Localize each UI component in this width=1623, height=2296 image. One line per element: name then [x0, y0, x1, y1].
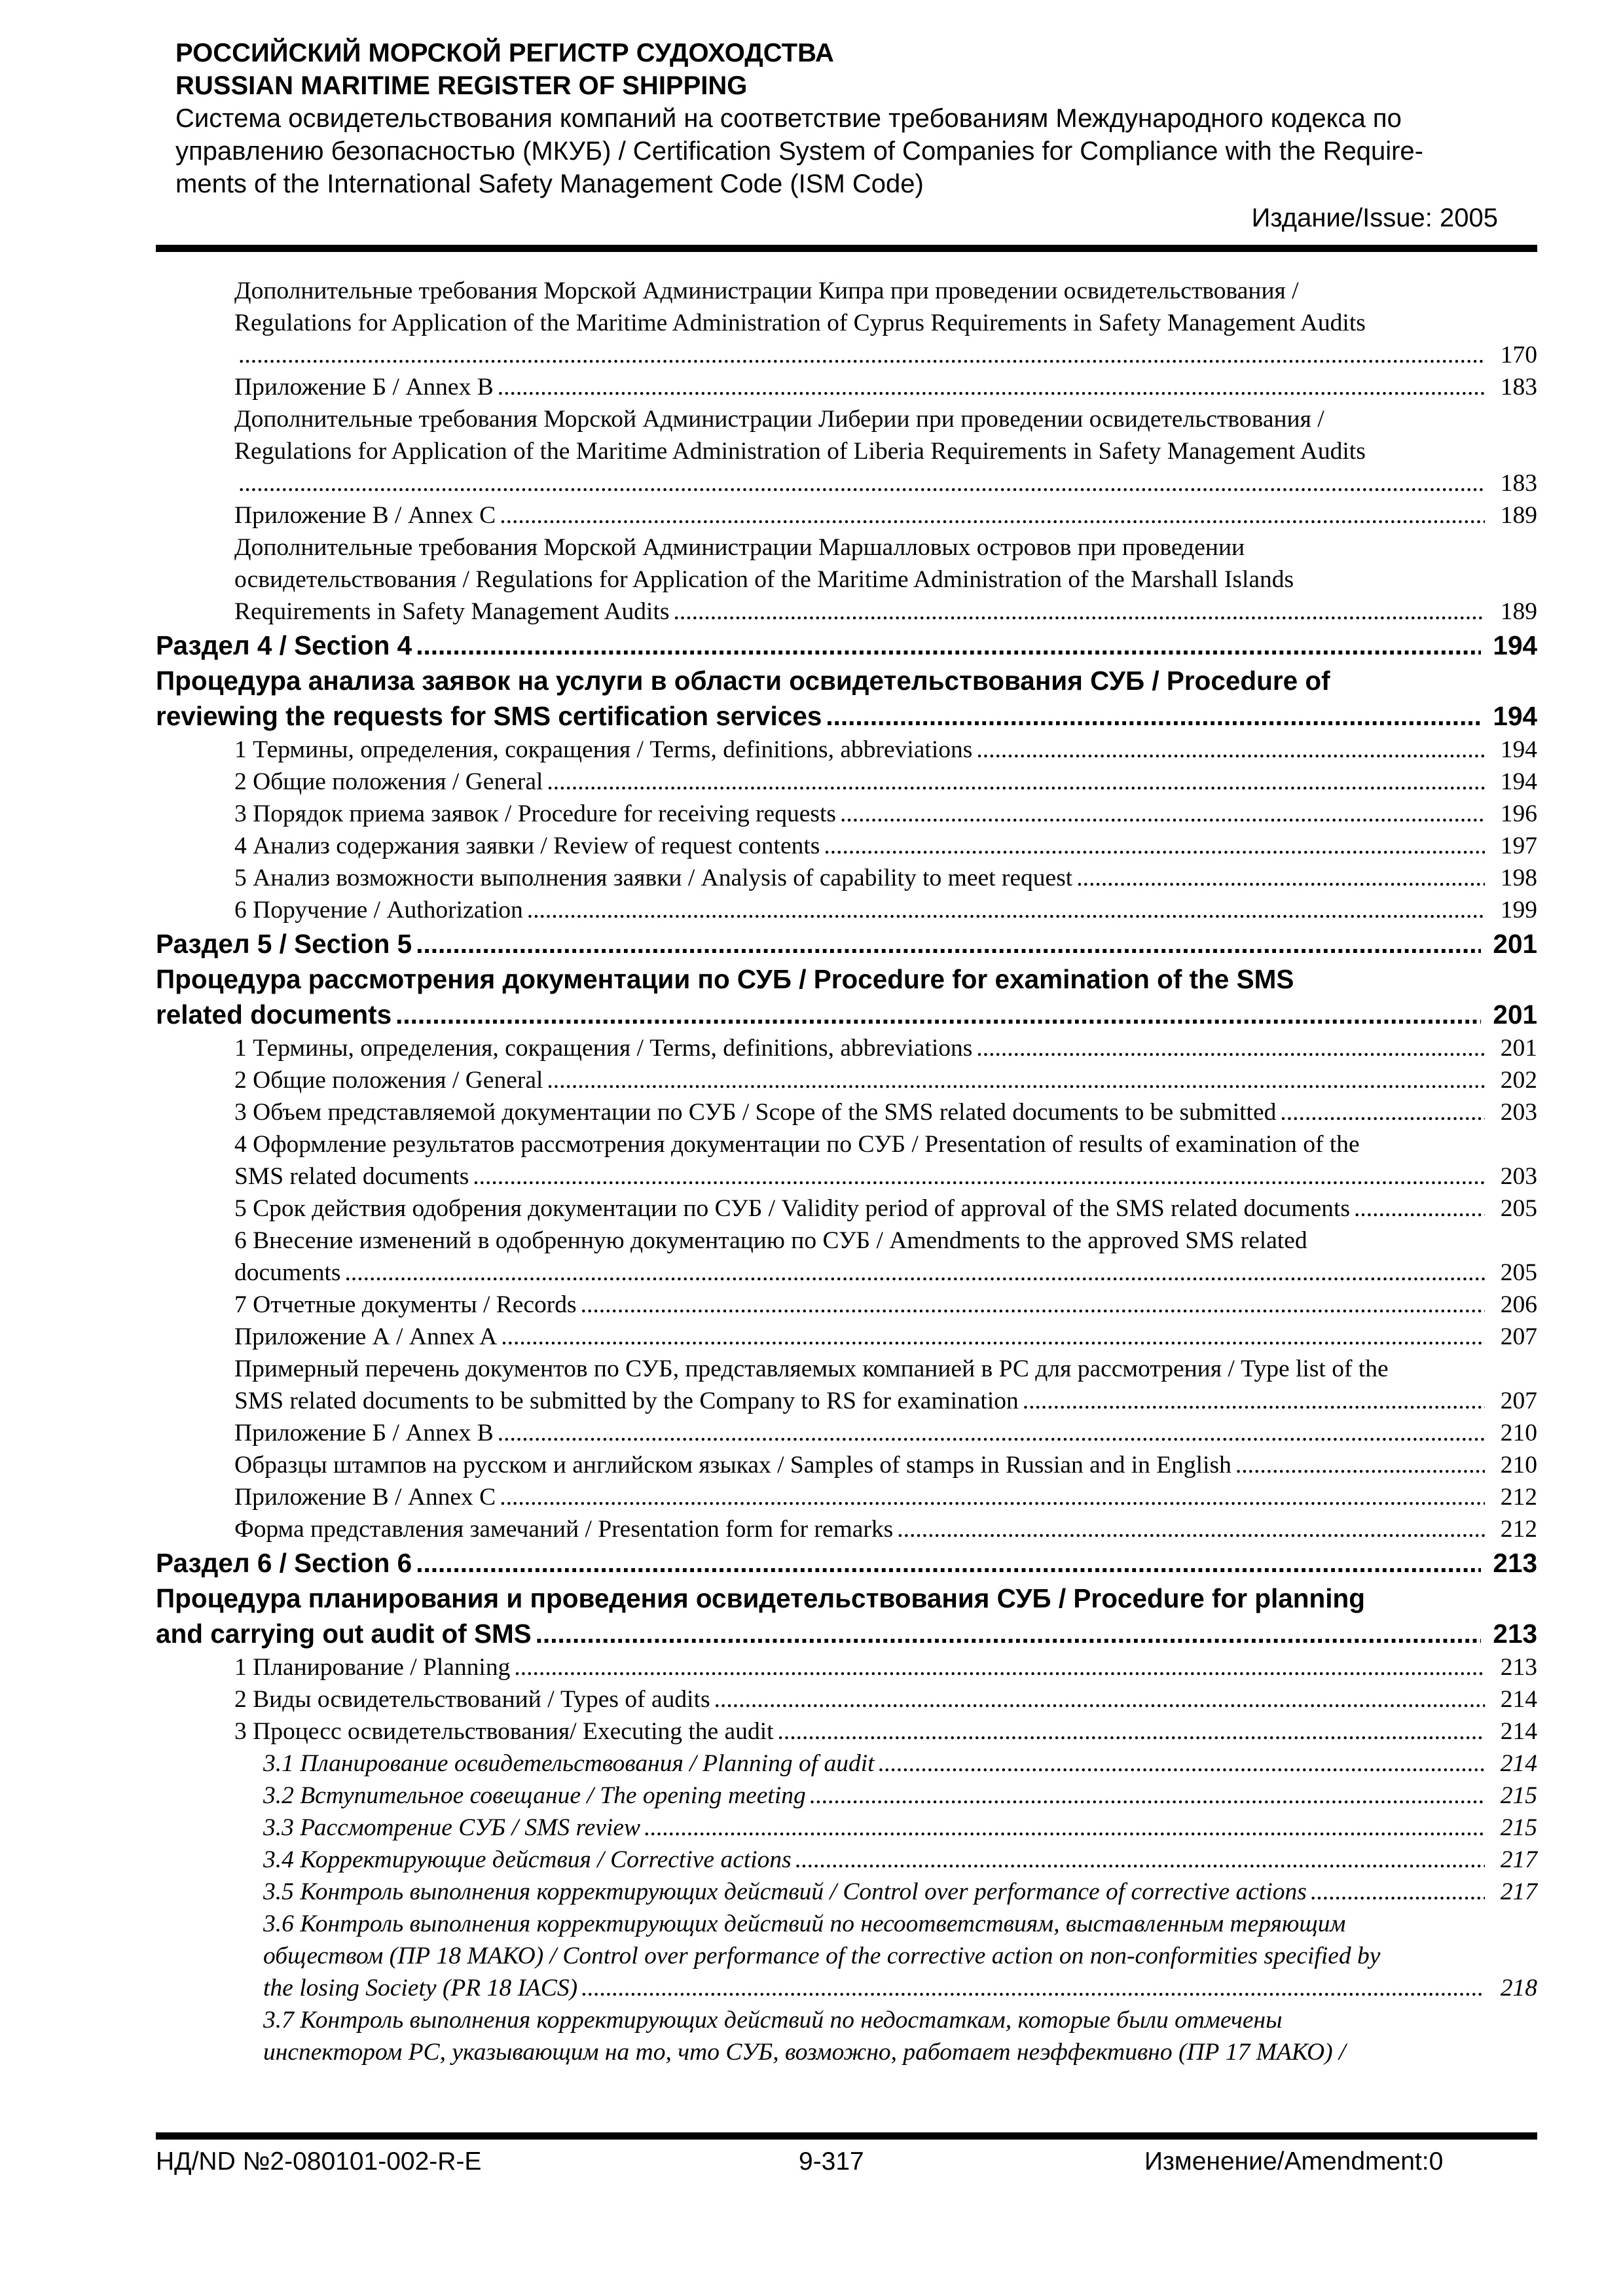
toc-page-number: 217 [1500, 1846, 1537, 1873]
toc-entry [156, 798, 1537, 830]
toc-entry [156, 1876, 1537, 1908]
toc-page-number: 214 [1500, 1718, 1537, 1745]
toc-entry-text: SMS related documents to be submitted by the Company to RS for examination [234, 1388, 1019, 1414]
toc-entry [156, 1321, 1537, 1353]
toc-entry-text: 6 Поручение / Authorization [234, 897, 523, 924]
page-header [175, 37, 1511, 234]
dot-leader [1354, 1193, 1485, 1225]
document-number: НД/ND №2-080101-002-R-E [156, 2147, 482, 2176]
toc-entry-row [234, 1417, 1537, 1449]
toc-page-number: 183 [1500, 374, 1537, 401]
dot-leader [824, 830, 1485, 862]
toc-entry-text: Regulations for Application of the Maritime Administration of Liberia Requirements in Safety Management Audits [234, 438, 1366, 465]
toc-entry-row [263, 1748, 1537, 1780]
toc-entry-row [234, 1321, 1537, 1353]
toc-page-number: 218 [1500, 1975, 1537, 2001]
toc-page-number: 205 [1500, 1195, 1537, 1222]
toc-entry-text: Процедура планирования и проведения освидетельствования СУБ / Procedure for planning [156, 1583, 1365, 1613]
toc-page-number: 203 [1500, 1163, 1537, 1190]
toc-page-number: 206 [1500, 1291, 1537, 1318]
register-title-ru: РОССИЙСКИЙ МОРСКОЙ РЕГИСТР СУДОХОДСТВА [175, 39, 834, 67]
toc-entry-row [234, 1096, 1537, 1128]
dot-leader [395, 997, 1481, 1032]
toc-entry-text: 1 Термины, определения, сокращения / Terms, definitions, abbreviations [234, 1035, 973, 1062]
toc-entry-text: Процедура анализа заявок на услуги в области освидетельствования СУБ / Procedure of [156, 666, 1330, 696]
dot-leader [344, 1257, 1485, 1289]
dot-leader [514, 1651, 1485, 1683]
toc-entry-text: 4 Оформление результатов рассмотрения документации по СУБ / Presentation of results of examination of the [234, 1131, 1360, 1158]
amendment-label: Изменение/Amendment:0 [1144, 2147, 1444, 2176]
toc-entry [156, 1449, 1537, 1481]
toc-entry-row [234, 339, 1537, 371]
toc-entry-text: Requirements in Safety Management Audits [234, 598, 670, 625]
toc-entry-text: Приложение В / Annex C [234, 1484, 496, 1511]
dot-leader [976, 1032, 1485, 1064]
footer-divider [156, 2132, 1537, 2140]
toc-entry [156, 1748, 1537, 1780]
issue-label: Издание/Issue: 2005 [1251, 204, 1498, 232]
dot-leader [581, 1972, 1485, 2004]
toc-entry-row [156, 698, 1537, 734]
toc-entry-text: Приложение А / Annex A [234, 1323, 498, 1350]
toc-page-number: 217 [1500, 1878, 1537, 1905]
toc-entry-row [263, 1844, 1537, 1876]
register-title-en: RUSSIAN MARITIME REGISTER OF SHIPPING [175, 71, 748, 100]
toc-entry [156, 1032, 1537, 1064]
dot-leader [238, 467, 1485, 499]
toc-entry-row [234, 1683, 1537, 1715]
toc-page-number: 183 [1500, 470, 1537, 497]
toc-entry [156, 1780, 1537, 1812]
toc-page-number: 205 [1500, 1259, 1537, 1286]
toc-entry-row [234, 1289, 1537, 1321]
toc-entry [156, 1481, 1537, 1513]
toc-entry-text: Раздел 6 / Section 6 [156, 1548, 412, 1578]
toc-entry [156, 1225, 1537, 1289]
toc-page-number: 213 [1493, 1619, 1537, 1649]
toc-page-number: 214 [1500, 1750, 1537, 1777]
toc-entry-text: Дополнительные требования Морской Администрации Либерии при проведении освидетельствования / [234, 406, 1324, 433]
toc-entry [156, 2004, 1537, 2068]
toc-entry-text: 3.1 Планирование освидетельствования / Planning of audit [263, 1750, 875, 1777]
toc-entry-text: 3.3 Рассмотрение СУБ / SMS review [263, 1814, 641, 1841]
toc-entry-text: 5 Срок действия одобрения документации по СУБ / Validity period of approval of the SMS related documents [234, 1195, 1350, 1222]
toc-entry-text: 3.2 Вступительное совещание / The opening meeting [263, 1782, 806, 1809]
toc-entry-row [234, 798, 1537, 830]
toc-entry-row [234, 499, 1537, 531]
toc-section-entry [156, 663, 1537, 734]
toc-page-number: 203 [1500, 1099, 1537, 1126]
toc-entry-text: Regulations for Application of the Maritime Administration of Cyprus Requirements in Safety Management Audits [234, 310, 1366, 336]
dot-leader [473, 1160, 1485, 1193]
toc-entry-text: 2 Виды освидетельствований / Types of audits [234, 1686, 710, 1713]
toc-entry-text: обществом (ПР 18 МАКО) / Control over performance of the corrective action on non-conformities specified by [263, 1943, 1381, 1969]
dot-leader [976, 734, 1485, 766]
toc-entry-text: 4 Анализ содержания заявки / Review of request contents [234, 833, 820, 859]
toc-entry [156, 1289, 1537, 1321]
toc-entry-row [234, 734, 1537, 766]
dot-leader [500, 1481, 1485, 1513]
toc-entry-row [156, 1616, 1537, 1651]
toc-page-number: 215 [1500, 1814, 1537, 1841]
dot-leader [238, 339, 1485, 371]
toc-entry-text: Дополнительные требования Морской Администрации Кипра при проведении освидетельствования / [234, 278, 1299, 304]
toc-entry-text: 1 Планирование / Planning [234, 1654, 511, 1681]
toc-entry-row [156, 1545, 1537, 1581]
toc-entry [156, 1064, 1537, 1096]
toc-entry [156, 894, 1537, 926]
dot-leader [795, 1844, 1485, 1876]
toc-entry-row [234, 467, 1537, 499]
dot-leader [826, 698, 1481, 734]
toc-entry [156, 1812, 1537, 1844]
toc-entry-row [234, 1481, 1537, 1513]
toc-page-number: 214 [1500, 1686, 1537, 1713]
toc-entry-text: Раздел 4 / Section 4 [156, 630, 412, 660]
toc-entry-text: 6 Внесение изменений в одобренную документацию по СУБ / Amendments to the approved SMS related [234, 1227, 1307, 1254]
toc-entry-text: Процедура рассмотрения документации по СУБ / Procedure for examination of the SMS [156, 964, 1294, 994]
toc-page-number: 198 [1500, 865, 1537, 891]
toc-page-number: 201 [1493, 929, 1537, 959]
toc-entry-text: 2 Общие положения / General [234, 1067, 543, 1094]
toc-entry [156, 1193, 1537, 1225]
toc-entry [156, 1128, 1537, 1193]
dot-leader [1280, 1096, 1485, 1128]
toc-entry-text: documents [234, 1259, 341, 1286]
toc-entry [156, 371, 1537, 403]
toc-entry-row [234, 1449, 1537, 1481]
toc-entry-text: Приложение Б / Annex B [234, 374, 494, 401]
toc-page-number: 210 [1500, 1420, 1537, 1446]
toc-page-number: 196 [1500, 800, 1537, 827]
toc-page-number: 194 [1500, 736, 1537, 763]
dot-leader [501, 1321, 1485, 1353]
dot-leader [498, 371, 1485, 403]
dot-leader [416, 1545, 1481, 1581]
toc-entry-row [234, 1385, 1537, 1417]
dot-leader [498, 1417, 1485, 1449]
dot-leader [500, 499, 1485, 531]
toc-entry [156, 1353, 1537, 1417]
toc-entry-text: Образцы штампов на русском и английском языках / Samples of stamps in Russian and in English [234, 1452, 1231, 1479]
toc-page-number: 215 [1500, 1782, 1537, 1809]
toc-entry-row [234, 596, 1537, 628]
toc-entry-text: 3.4 Корректирующие действия / Corrective actions [263, 1846, 792, 1873]
dot-leader [810, 1780, 1485, 1812]
toc-entry-text: 7 Отчетные документы / Records [234, 1291, 577, 1318]
toc-entry-text: and carrying out audit of SMS [156, 1619, 532, 1649]
toc-page-number: 202 [1500, 1067, 1537, 1094]
toc-entry [156, 862, 1537, 894]
toc-page-number: 197 [1500, 833, 1537, 859]
dot-leader [416, 628, 1481, 663]
table-of-contents [156, 275, 1537, 2068]
subtitle-line: ments of the International Safety Management Code (ISM Code) [175, 170, 924, 198]
dot-leader [416, 926, 1481, 961]
dot-leader [840, 798, 1485, 830]
dot-leader [536, 1616, 1481, 1651]
toc-entry [156, 1715, 1537, 1748]
subtitle-line: Система освидетельствования компаний на соответствие требованиям Международного кодекса по [175, 104, 1402, 133]
toc-entry [156, 1651, 1537, 1683]
toc-section-entry [156, 628, 1537, 663]
dot-leader [897, 1513, 1485, 1545]
toc-page-number: 170 [1500, 342, 1537, 368]
toc-entry [156, 734, 1537, 766]
toc-entry-row [234, 1160, 1537, 1193]
toc-page-number: 199 [1500, 897, 1537, 924]
toc-entry-text: 3.5 Контроль выполнения корректирующих действий / Control over performance of corrective actions [263, 1878, 1307, 1905]
toc-entry-row [156, 926, 1537, 961]
toc-entry-text: reviewing the requests for SMS certification services [156, 701, 822, 731]
toc-entry-row [234, 894, 1537, 926]
toc-page-number: 207 [1500, 1323, 1537, 1350]
toc-section-entry [156, 926, 1537, 961]
dot-leader [547, 1064, 1485, 1096]
toc-entry-row [234, 1715, 1537, 1748]
toc-entry [156, 830, 1537, 862]
dot-leader [644, 1812, 1485, 1844]
toc-page-number: 194 [1493, 630, 1537, 660]
toc-section-entry [156, 1545, 1537, 1581]
dot-leader [1076, 862, 1485, 894]
system-subtitle [175, 102, 1511, 200]
dot-leader [527, 894, 1485, 926]
toc-entry-text: related documents [156, 999, 392, 1030]
toc-entry-text: 5 Анализ возможности выполнения заявки / Analysis of capability to meet request [234, 865, 1073, 891]
toc-page-number: 207 [1500, 1388, 1537, 1414]
toc-entry-text: инспектором РС, указывающим на то, что СУБ, возможно, работает неэффективно (ПР 17 МАКО) / [263, 2039, 1346, 2066]
toc-page-number: 210 [1500, 1452, 1537, 1479]
subtitle-line: управлению безопасностью (МКУБ) / Certification System of Companies for Compliance with the Require- [175, 137, 1423, 166]
toc-entry-row [263, 1972, 1537, 2004]
dot-leader [1023, 1385, 1485, 1417]
toc-entry [156, 766, 1537, 798]
toc-entry-row [156, 997, 1537, 1032]
dot-leader [714, 1683, 1485, 1715]
toc-page-number: 189 [1500, 598, 1537, 625]
toc-entry-row [234, 1032, 1537, 1064]
toc-entry-row [234, 1513, 1537, 1545]
toc-page-number: 194 [1493, 701, 1537, 731]
toc-entry-row [234, 1257, 1537, 1289]
toc-entry [156, 275, 1537, 371]
dot-leader [1311, 1876, 1485, 1908]
toc-entry-row [263, 1812, 1537, 1844]
toc-entry-text: Приложение Б / Annex B [234, 1420, 494, 1446]
toc-page-number: 213 [1500, 1654, 1537, 1681]
toc-entry [156, 499, 1537, 531]
toc-entry-row [234, 1651, 1537, 1683]
header-divider [156, 245, 1537, 252]
toc-entry-text: 3.6 Контроль выполнения корректирующих действий по несоответствиям, выставленным теряющим [263, 1910, 1346, 1937]
toc-entry [156, 531, 1537, 628]
toc-entry-text: 1 Термины, определения, сокращения / Terms, definitions, abbreviations [234, 736, 973, 763]
toc-entry-row [234, 766, 1537, 798]
toc-page-number: 213 [1493, 1548, 1537, 1578]
toc-page-number: 201 [1500, 1035, 1537, 1062]
toc-entry-row [234, 862, 1537, 894]
dot-leader [547, 766, 1485, 798]
toc-entry [156, 1908, 1537, 2004]
toc-entry-row [234, 371, 1537, 403]
toc-entry-text: SMS related documents [234, 1163, 469, 1190]
toc-entry-text: Дополнительные требования Морской Администрации Маршалловых островов при проведении [234, 534, 1245, 561]
dot-leader [673, 596, 1485, 628]
dot-leader [778, 1715, 1485, 1748]
toc-entry-text: 3 Объем представляемой документации по СУБ / Scope of the SMS related documents to be submitted [234, 1099, 1277, 1126]
toc-entry-row [263, 1780, 1537, 1812]
toc-entry-text: Раздел 5 / Section 5 [156, 929, 412, 959]
toc-entry-row [234, 1064, 1537, 1096]
toc-entry [156, 1096, 1537, 1128]
toc-entry-row [234, 830, 1537, 862]
toc-entry-text: Форма представления замечаний / Presentation form for remarks [234, 1516, 894, 1543]
toc-page-number: 201 [1493, 999, 1537, 1030]
dot-leader [879, 1748, 1485, 1780]
toc-entry-text: Примерный перечень документов по СУБ, представляемых компанией в РС для рассмотрения / Type list of the [234, 1355, 1389, 1382]
toc-page-number: 194 [1500, 768, 1537, 795]
dot-leader [1235, 1449, 1485, 1481]
toc-entry-text: 3 Процесс освидетельствования/ Executing the audit [234, 1718, 774, 1745]
toc-entry [156, 403, 1537, 499]
toc-entry-row [263, 1876, 1537, 1908]
toc-section-entry [156, 961, 1537, 1032]
dot-leader [581, 1289, 1485, 1321]
toc-entry-text: 3 Порядок приема заявок / Procedure for receiving requests [234, 800, 836, 827]
toc-entry-text: 3.7 Контроль выполнения корректирующих действий по недостаткам, которые были отмечены [263, 2007, 1283, 2034]
toc-entry [156, 1844, 1537, 1876]
toc-entry-row [156, 628, 1537, 663]
toc-entry-row [263, 2036, 1537, 2068]
toc-entry-text: the losing Society (PR 18 IACS) [263, 1975, 578, 2001]
toc-entry-row [234, 1193, 1537, 1225]
toc-entry [156, 1513, 1537, 1545]
toc-entry-text: освидетельствования / Regulations for Application of the Maritime Administration of the Marshall Islands [234, 566, 1294, 593]
toc-page-number: 212 [1500, 1516, 1537, 1543]
toc-section-entry [156, 1581, 1537, 1651]
toc-page-number: 189 [1500, 502, 1537, 529]
toc-entry-text: 2 Общие положения / General [234, 768, 543, 795]
toc-entry [156, 1683, 1537, 1715]
page-number: 9-317 [799, 2147, 864, 2176]
toc-entry [156, 1417, 1537, 1449]
toc-page-number: 212 [1500, 1484, 1537, 1511]
toc-entry-text: Приложение В / Annex C [234, 502, 496, 529]
